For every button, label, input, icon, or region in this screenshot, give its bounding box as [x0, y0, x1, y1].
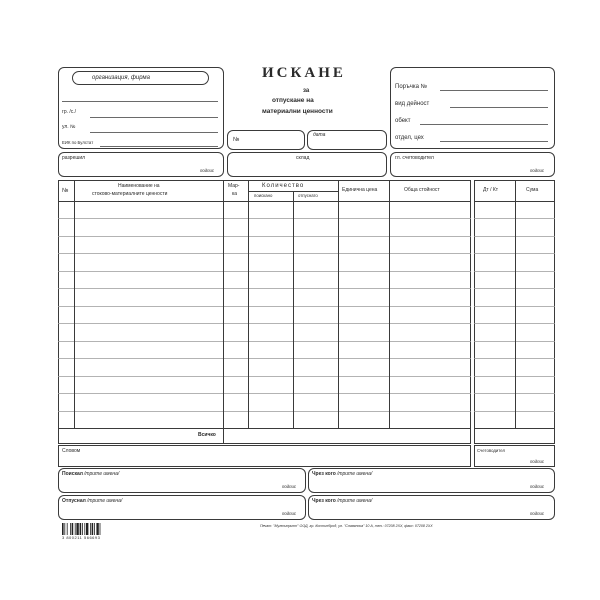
released-by-signature: подпис	[282, 511, 297, 516]
object-label: обект	[395, 118, 411, 124]
col-name-2: стоково-материалните ценности	[92, 191, 168, 197]
accountant-signature-label: подпис	[530, 459, 545, 464]
col-dt-kt: Дт / Кт	[483, 187, 499, 193]
barcode-bar	[70, 523, 71, 535]
released-by-hint: /трите имена/	[87, 498, 123, 504]
col-brand-1: Мар-	[228, 183, 240, 189]
barcode-bar	[62, 523, 64, 535]
barcode-bar	[100, 523, 101, 535]
order-label: Поръчка №	[395, 84, 428, 90]
in-words-box	[58, 445, 471, 467]
approved-signature-label: подпис	[200, 168, 215, 173]
requested-by-label: Поискал	[62, 471, 83, 477]
form-subtitle-1: за	[303, 88, 310, 94]
via-2-hint: /трите имена/	[337, 498, 373, 504]
chief-accountant-signature-label: подпис	[530, 168, 545, 173]
barcode-bar	[92, 523, 94, 535]
approved-label: разрешил	[62, 155, 86, 161]
department-label: отдел, цех	[395, 135, 424, 141]
barcode-bar	[72, 523, 74, 535]
city-label: гр. /с./	[62, 109, 77, 115]
date-label: дата	[313, 132, 326, 138]
via-1-signature: подпис	[530, 484, 545, 489]
barcode-bar	[75, 523, 76, 535]
number-label: №	[233, 137, 240, 143]
released-by-label: Отпуснал	[62, 498, 86, 504]
barcode-digits: 3 800211 566693	[62, 535, 101, 540]
barcode-bar	[94, 523, 95, 535]
col-name-1: Наименование на	[118, 183, 160, 189]
total-label: Всичко	[198, 432, 216, 438]
form-subtitle-3: материални ценности	[262, 108, 333, 115]
street-label: ул. №	[62, 124, 76, 130]
col-unit-price: Единична цена	[342, 187, 378, 193]
via-2-label: Чрез кого	[312, 498, 336, 504]
organization-label: организация, фирма	[92, 75, 150, 81]
barcode-bar	[96, 523, 98, 535]
chief-accountant-label: гл. счетоводител	[395, 155, 434, 161]
via-1-label: Чрез кого	[312, 471, 336, 477]
warehouse-label: склад	[296, 155, 310, 161]
activity-label: вид дейност	[395, 101, 430, 107]
col-requested: поискано	[254, 193, 273, 198]
in-words-label: Словом	[62, 448, 81, 454]
requested-by-hint: /трите имена/	[84, 471, 120, 477]
col-brand-2: ка	[232, 191, 238, 197]
col-quantity: Количество	[262, 183, 305, 189]
form-title: ИСКАНЕ	[262, 65, 346, 81]
barcode-bar	[90, 523, 91, 535]
barcode-bar	[80, 523, 82, 535]
requested-by-signature: подпис	[282, 484, 297, 489]
via-1-hint: /трите имена/	[337, 471, 373, 477]
form-subtitle-2: отпускане на	[272, 97, 314, 104]
col-released: отпуснато	[298, 193, 318, 198]
barcode-bar	[64, 523, 65, 535]
col-sum: Сума	[526, 187, 539, 193]
col-total: Обща стойност	[404, 187, 440, 193]
publisher-info: Печат: "Мултипринт" ООД, гр. Костинброд, ул. "Славянска" 10 А, тел.: 07208 2ХХ, факс: 07208 2ХХ	[260, 524, 433, 528]
via-2-signature: подпис	[530, 511, 545, 516]
barcode-bar	[84, 523, 85, 535]
barcode-bar	[76, 523, 78, 535]
col-no: №	[62, 188, 69, 194]
eik-label: ЕИК по Булстат	[62, 140, 94, 145]
barcode-bar	[67, 523, 68, 535]
barcode-image	[62, 523, 118, 535]
barcode-bar	[86, 523, 88, 535]
barcode-bar	[82, 523, 83, 535]
accountant-label: Счетоводител	[477, 448, 505, 453]
